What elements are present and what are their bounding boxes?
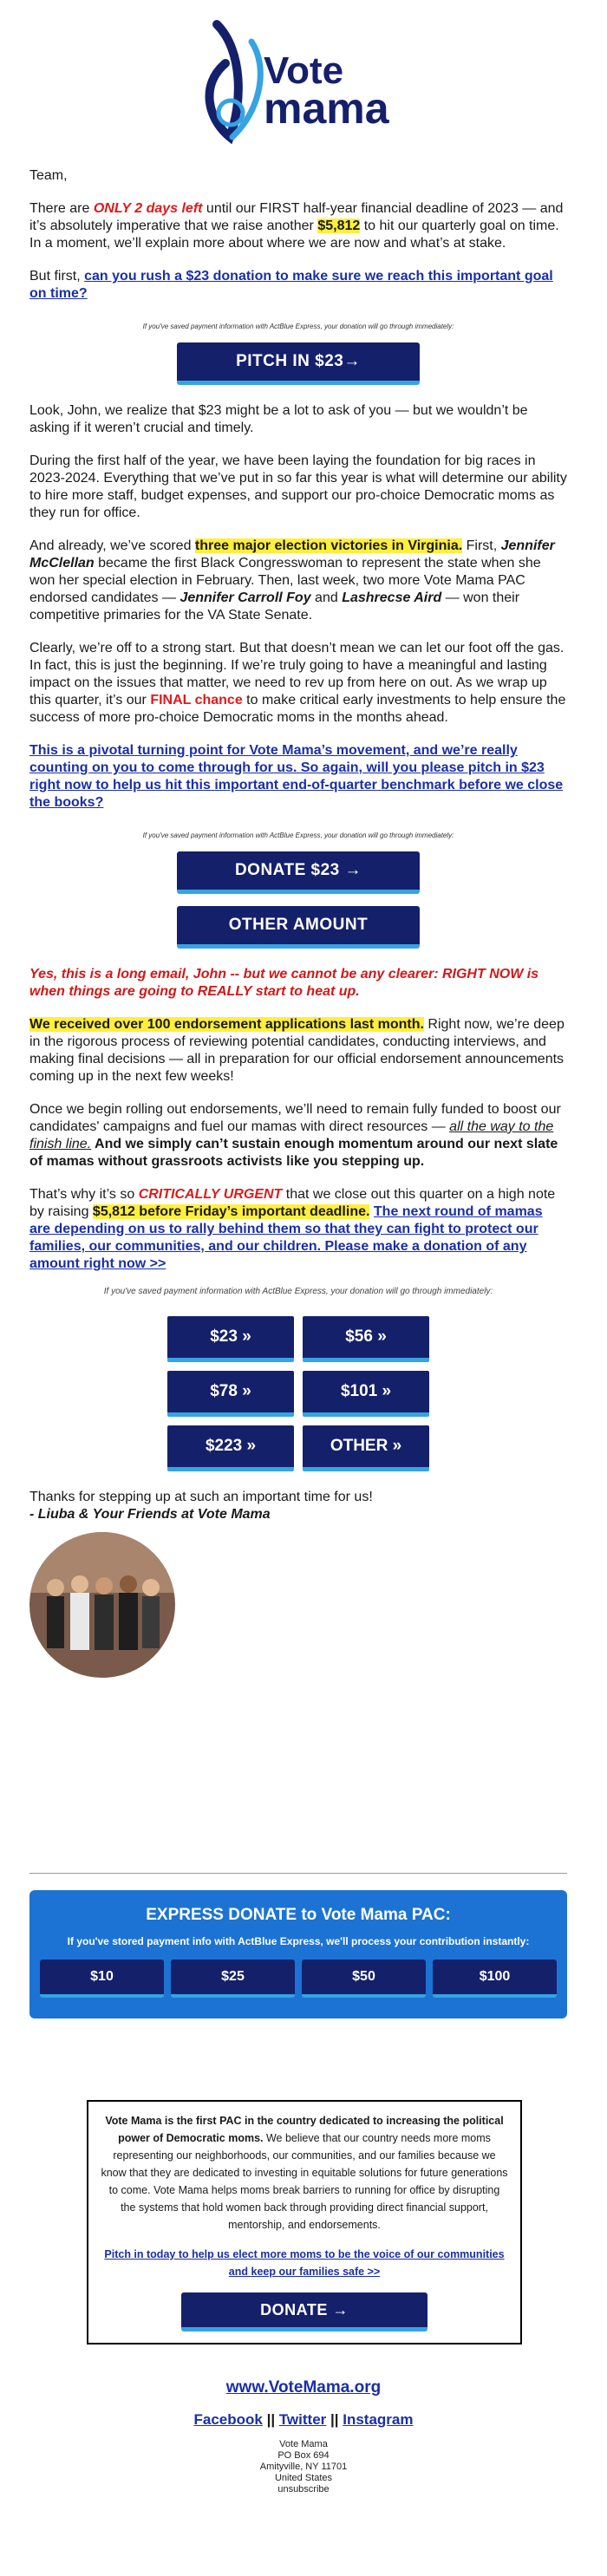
email-body (29, 167, 567, 1678)
donate-23-button[interactable]: DONATE $23 → (177, 851, 420, 894)
logo-text-vote: Vote (264, 49, 344, 92)
instagram-link[interactable]: Instagram (343, 2411, 414, 2428)
address-block: Vote Mama PO Box 694 Amityville, NY 11701 United States unsubscribe (0, 2439, 607, 2495)
turning-point-link[interactable]: This is a pivotal turning point for Vote Mama’s movement, and we’re really counting on you to come through for us. So again, will you please pitch in $23 right now to help us hit this important end-of-quarter benchmark before we close the books? (29, 743, 564, 810)
amount-78-button[interactable]: $78 » (167, 1371, 294, 1417)
about-donate-button[interactable]: DONATE → (181, 2292, 428, 2331)
pitch-in-button[interactable]: PITCH IN $23→ (177, 342, 420, 385)
paragraph-victories: And already, we’ve scored three major election victories in Virginia. First, Jennifer McClellan became the first Black Congresswoman to represent the state when she won her special election in February. Then, last week, two more Vote Mama PAC endorsed candidates — Jennifer Carroll Foy and Lashrecse Aird — won their competitive primaries for the VA State Senate. (29, 538, 555, 623)
about-pitch-link[interactable]: Pitch in today to help us elect more moms to be the voice of our communities and keep our families safe >> (104, 2248, 505, 2278)
express-50-button[interactable]: $50 (302, 1960, 426, 1998)
thanks-line: Thanks for stepping up at such an important time for us! (29, 1490, 373, 1504)
express-10-button[interactable]: $10 (40, 1960, 164, 1998)
amount-56-button[interactable]: $56 » (303, 1316, 429, 1362)
paragraph-first-ask: But first, can you rush a $23 donation to make sure we reach this important goal on time? (29, 269, 553, 301)
paragraph-deadline: There are ONLY 2 days left until our FIRST half-year financial deadline of 2023 — and it’s absolutely imperative that we raise another $5,812 to hit our quarterly goal on time. In a moment, we’ll explain more about where we are now and what’s at stake. (29, 201, 564, 251)
website-link[interactable]: www.VoteMama.org (225, 2378, 382, 2397)
v-heart-logo-icon (191, 16, 416, 154)
express-donate-box (29, 1890, 567, 2018)
other-amount-button[interactable]: OTHER AMOUNT (177, 906, 420, 949)
unsubscribe-link[interactable]: unsubscribe (277, 2484, 330, 2494)
section-divider (29, 1873, 567, 1874)
express-25-button[interactable]: $25 (171, 1960, 295, 1998)
paragraph-strong-start: Clearly, we’re off to a strong start. But that doesn’t mean we can let our foot off the gas. In fact, this is just the beginning. If we’re truly going to have a meaningful and lasting impact on the issues that matter, we need to rev up from here on out. As we wrap up this quarter, it’s our FINAL chance to make critical early investments to help ensure the success of more pro-choice Democratic moms in the months ahead. (29, 641, 566, 725)
footer (0, 2378, 607, 2495)
greeting: Team, (29, 168, 68, 183)
express-amounts (29, 1960, 567, 1998)
amount-223-button[interactable]: $223 » (167, 1425, 294, 1471)
actblue-note: If you've saved payment information with ActBlue Express, your donation will go through immediately: (142, 323, 454, 330)
twitter-link[interactable]: Twitter (278, 2411, 327, 2428)
logo-text-mama: mama (264, 84, 389, 133)
paragraph-heat-up: Yes, this is a long email, John -- but we cannot be any clearer: RIGHT NOW is when things are going to REALLY start to heat up. (29, 967, 539, 999)
facebook-link[interactable]: Facebook (193, 2411, 263, 2428)
signature: - Liuba & Your Friends at Vote Mama (29, 1507, 271, 1522)
amount-grid (167, 1316, 429, 1471)
paragraph-applications: We received over 100 endorsement applications last month. Right now, we’re deep in the rigorous process of reviewing potential candidates, conducting interviews, and making final decisions — all in preparation for our official endorsement announcements coming up in the next few weeks! (29, 1017, 565, 1084)
vote-mama-logo[interactable] (191, 16, 416, 154)
actblue-note-2: If you've saved payment information with ActBlue Express, your donation will go through immediately: (142, 831, 454, 839)
paragraph-endorsements: Once we begin rolling out endorsements, we’ll need to remain fully funded to boost our candidates' campaigns and fuel our mamas with direct resources — all the way to the finish line. And we simply can’t sustain enough momentum around our next slate of mamas without grassroots activists like you stepping up. (29, 1102, 561, 1169)
amount-23-button[interactable]: $23 » (167, 1316, 294, 1362)
team-photo (29, 1532, 175, 1678)
actblue-note-3: If you've saved payment information with ActBlue Express, your donation will go through immediately: (103, 1287, 493, 1296)
paragraph-urgent: That’s why it’s so CRITICALLY URGENT that we close out this quarter on a high note by raising $5,812 before Friday’s important deadline. The next round of mamas are depending on us to rally behind them so that they can fight to protect our families, our communities, and our children. Please make a donation of any amount right now >> (29, 1187, 556, 1271)
donate-23-link[interactable]: can you rush a $23 donation to make sure we reach this important goal on time? (29, 269, 553, 301)
express-100-button[interactable]: $100 (433, 1960, 557, 1998)
express-subtitle: If you've stored payment info with ActBlue Express, we'll process your contribution instantly: (67, 1935, 530, 1947)
amount-other-button[interactable]: OTHER » (303, 1425, 429, 1471)
express-title: EXPRESS DONATE to Vote Mama PAC: (146, 1906, 451, 1924)
amount-101-button[interactable]: $101 » (303, 1371, 429, 1417)
paragraph-john: Look, John, we realize that $23 might be a lot to ask of you — but we wouldn’t be asking if it weren’t crucial and timely. (29, 403, 528, 435)
paragraph-turning-point (29, 742, 567, 812)
paragraph-foundation: During the first half of the year, we have been laying the foundation for big races in 2023-2024. Everything that we’ve put in so far this year is what will determine our ability to hire more staff, budget expenses, and support our pro-choice Democratic moms as they run for office. (29, 453, 567, 520)
social-links: Facebook || Twitter || Instagram (193, 2411, 414, 2428)
next-round-link[interactable]: The next round of mamas are depending on us to rally behind them so that they can fight to protect our families, our communities, and our children. Please make a donation of any amount right now >> (29, 1204, 543, 1271)
about-box (87, 2100, 522, 2344)
about-text: Vote Mama is the first PAC in the country dedicated to increasing the political power of Democratic moms. We believe that our country needs more moms representing our neighborhoods, our communities, and our families because we know that they are dedicated to investing in equitable solutions for future generations to come. Vote Mama helps moms break barriers to running for office by disrupting the systems that hold women back through providing direct financial support, mentorship, and endorsements. (101, 2115, 508, 2231)
